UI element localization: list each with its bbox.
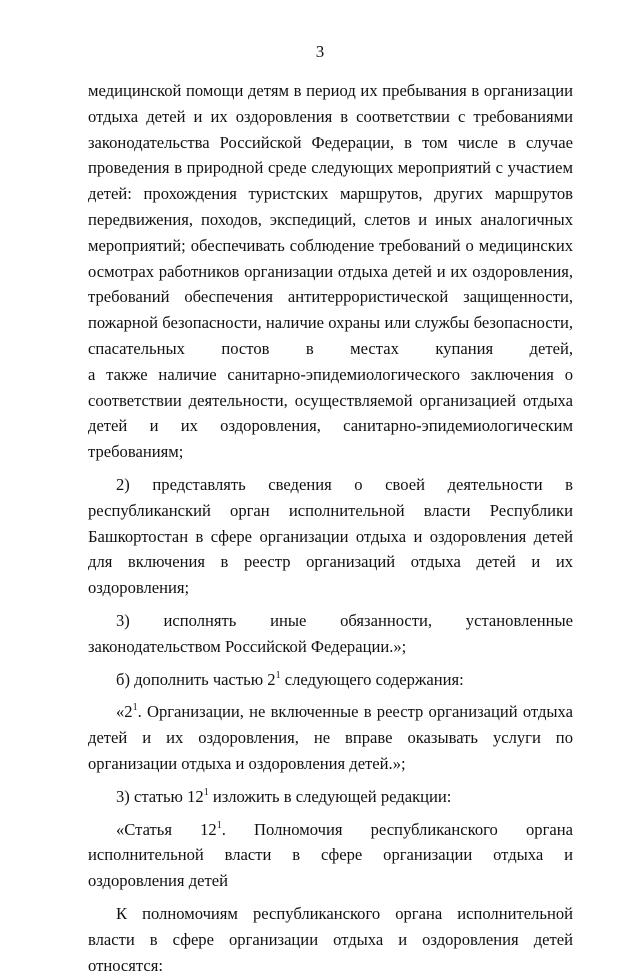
paragraph-continuation: медицинской помощи детям в период их пребывания в организации отдыха детей и их оздоровления в соответствии с требованиями законодательства Российской Федерации, в том числе в случае проведения в природной среде следующих мероприятий с участием детей: прохождения туристских маршрутов, других маршрутов передвижения, походов, экспедиций, слетов и иных аналогичных мероприятий; обеспечивать соблюдение требований о медицинских осмотрах работников организации отдыха детей и их оздоровления, требований обеспечения антитеррористической защищенности, пожарной безопасности, наличие охраны или службы безопасности, спасательных постов в местах купания детей, [88,81,573,358]
new-part-text: «$2^1$. Организации, не включенные в реестр организаций отдыха детей и их оздоровления, не вправе оказывать услуги по организации отдыха и оздоровления детей.»; [88,702,573,773]
list-item-3: 3) исполнять иные обязанности, установленные законодательством Российской Федерации.»; [88,610,573,656]
paragraph-continuation-end: соответствии деятельности, осуществляемой организацией отдыха детей и их оздоровления, санитарно-эпидемиологическим требованиям; [88,390,573,462]
article-intro: К полномочиям республиканского органа исполнительной власти в сфере организации отдыха и оздоровления детей относятся: [88,903,573,975]
article-heading: «Статья $12^1$. Полномочия республиканского органа исполнительной власти в сфере организации отдыха и оздоровления детей [88,819,573,891]
page-number: 3 [315,42,325,61]
list-item-2: 2) представлять сведения о своей деятельности в республиканский орган исполнительной власти Республики Башкортостан в сфере организации отдыха и оздоровления детей для включения в реестр организаций отдыха детей и их оздоровления; [88,474,573,598]
paragraph-continuation-line: а также наличие санитарно-эпидемиологического заключения о [88,364,573,384]
document-body [88,78,573,978]
amendment-3: 3) статью $12^1$ изложить в следующей редакции: [116,786,452,806]
amendment-b: б) дополнить частью $2^1$ следующего содержания: [116,669,464,689]
